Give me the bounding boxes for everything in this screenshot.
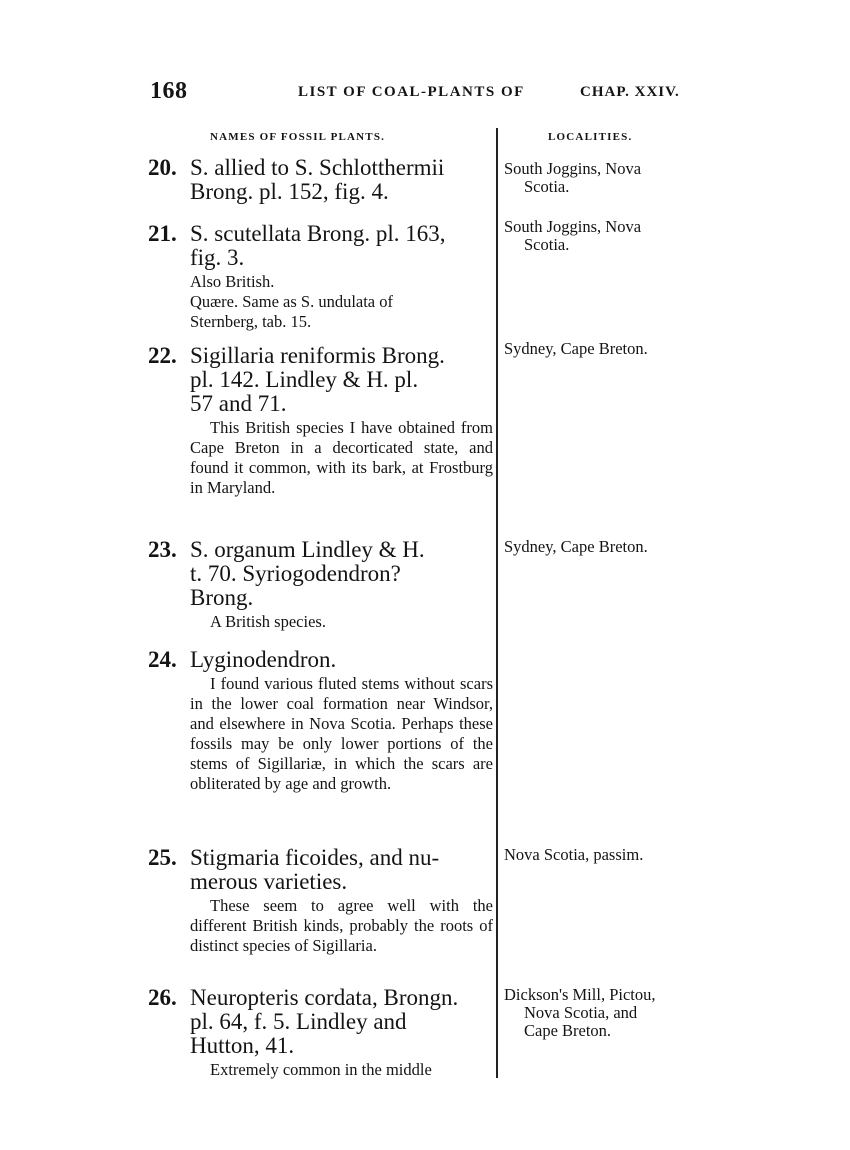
entry-note: Extremely common in the middle — [210, 1060, 432, 1079]
entry-title — [148, 846, 493, 894]
entry-note: A British species. — [210, 612, 326, 631]
column-heading-localities: LOCALITIES. — [548, 131, 633, 143]
entry-note: Sternberg, tab. 15. — [190, 312, 312, 331]
entry-title — [148, 538, 493, 610]
entry-line: t. 70. Syriogodendron? — [190, 561, 401, 586]
locality-21 — [504, 218, 694, 254]
entry-number: 20. — [148, 155, 177, 180]
entry-line: Stigmaria ficoides, and nu- — [190, 845, 440, 870]
entry-number: 21. — [148, 221, 177, 246]
entry-25 — [148, 846, 493, 956]
locality-line: Sydney, Cape Breton. — [504, 537, 648, 556]
entry-24 — [148, 648, 493, 794]
entry-note: Quære. Same as S. undulata of — [190, 292, 394, 311]
entry-title — [148, 222, 493, 270]
entry-line: pl. 142. Lindley & H. pl. — [190, 367, 419, 392]
locality-line: Nova Scotia, passim. — [504, 845, 644, 864]
entry-line: Hutton, 41. — [190, 1033, 295, 1058]
entry-line: Neuropteris cordata, Brongn. — [190, 985, 459, 1010]
entry-22 — [148, 344, 493, 498]
entry-line: Sigillaria reniformis Brong. — [190, 343, 445, 368]
locality-line: Scotia. — [524, 235, 570, 254]
locality-line: Dickson's Mill, Pictou, — [504, 985, 656, 1004]
entry-title — [148, 648, 493, 672]
entry-21 — [148, 222, 493, 332]
entry-number: 24. — [148, 647, 177, 672]
entry-line: pl. 64, f. 5. Lindley and — [190, 1009, 407, 1034]
entry-note: These seem to agree well with the different British kinds, probably the roots of distinct species of Sigillaria. — [190, 896, 493, 955]
entry-line: fig. 3. — [190, 245, 245, 270]
page-number: 168 — [150, 78, 188, 104]
entry-line: Brong. — [190, 585, 254, 610]
locality-line: Cape Breton. — [524, 1021, 612, 1040]
entry-note: This British species I have obtained from Cape Breton in a decorticated state, and found it common, with its bark, at Frostburg in Maryland. — [190, 418, 493, 497]
entry-number: 22. — [148, 343, 177, 368]
entry-title — [148, 344, 493, 416]
entry-line: S. organum Lindley & H. — [190, 537, 425, 562]
entry-title — [148, 156, 493, 204]
column-heading-names: NAMES OF FOSSIL PLANTS. — [210, 131, 386, 143]
entry-20 — [148, 156, 493, 204]
running-title: LIST OF COAL-PLANTS OF — [298, 84, 525, 100]
entry-23 — [148, 538, 493, 632]
locality-23 — [504, 538, 694, 556]
entry-line: Lyginodendron. — [190, 647, 337, 672]
entry-number: 23. — [148, 537, 177, 562]
entry-26 — [148, 986, 493, 1080]
column-divider — [496, 128, 498, 1078]
locality-line: Scotia. — [524, 177, 570, 196]
running-header — [0, 78, 850, 108]
entry-note: I found various fluted stems without scars in the lower coal formation near Windsor, and elsewhere in Nova Scotia. Perhaps these fossils may be only lower portions of the stems of Sigillariæ, in which the scars are obliterated by age and growth. — [190, 674, 493, 793]
locality-line: Nova Scotia, and — [524, 1003, 638, 1022]
locality-line: Sydney, Cape Breton. — [504, 339, 648, 358]
entry-line: S. allied to S. Schlotthermii — [190, 155, 445, 180]
entry-line: merous varieties. — [190, 869, 348, 894]
entry-title — [148, 986, 493, 1058]
entry-note: Also British. — [190, 272, 275, 291]
locality-line: South Joggins, Nova — [504, 159, 642, 178]
entry-line: S. scutellata Brong. pl. 163, — [190, 221, 446, 246]
entry-number: 26. — [148, 985, 177, 1010]
locality-line: South Joggins, Nova — [504, 217, 642, 236]
locality-25 — [504, 846, 694, 864]
locality-20 — [504, 160, 694, 196]
chapter-label: CHAP. XXIV. — [580, 84, 680, 100]
entry-number: 25. — [148, 845, 177, 870]
entry-line: Brong. pl. 152, fig. 4. — [190, 179, 389, 204]
locality-22 — [504, 340, 694, 358]
locality-26 — [504, 986, 694, 1040]
entry-line: 57 and 71. — [190, 391, 287, 416]
